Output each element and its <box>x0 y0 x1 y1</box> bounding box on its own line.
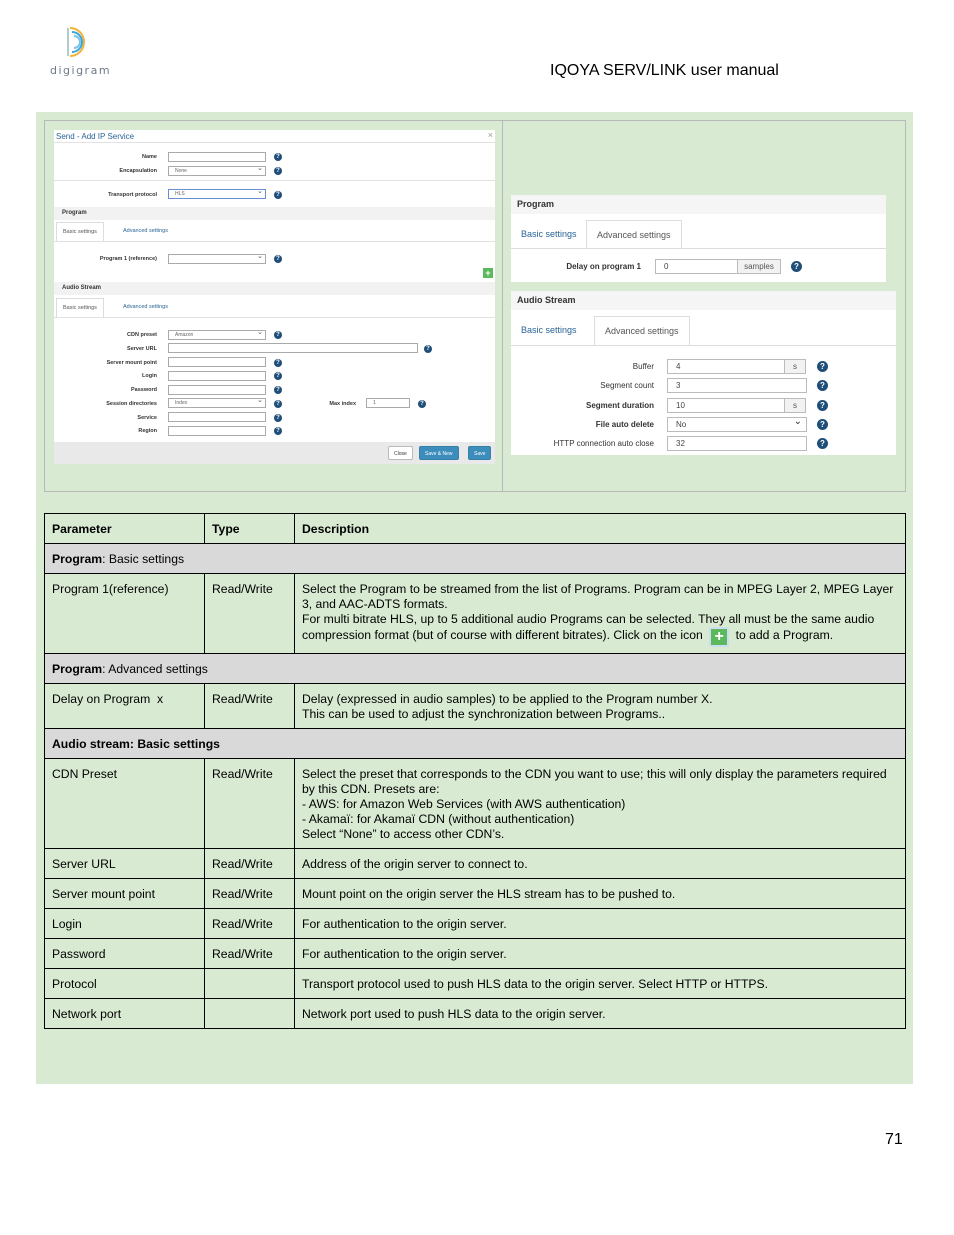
desc-text: Select “None” to access other CDN’s. <box>302 827 505 841</box>
section-title: Program <box>52 552 103 566</box>
section-subtitle: : Advanced settings <box>102 662 208 676</box>
param-cell: Network port <box>45 999 205 1029</box>
desc-text: Delay (expressed in audio samples) to be applied to the Program number X. <box>302 692 713 706</box>
desc-cell <box>295 759 906 849</box>
audio-stream-header: Audio Stream <box>511 291 896 310</box>
program-section-header: Program <box>54 207 495 220</box>
help-icon[interactable]: ? <box>274 167 282 175</box>
document-title: IQOYA SERV/LINK user manual <box>550 62 779 79</box>
buffer-label: Buffer <box>632 362 654 371</box>
service-label: Service <box>137 415 157 421</box>
desc-cell: For authentication to the origin server. <box>295 909 906 939</box>
region-input[interactable] <box>168 426 266 436</box>
help-icon[interactable]: ? <box>274 255 282 263</box>
desc-text: For multi bitrate HLS, up to 5 additional audio Programs can be selected. They all must be the same audio compression format (but of course with different bitrates). Click on the icon <box>302 612 875 642</box>
header-description: Description <box>295 514 906 544</box>
segment-count-label: Segment count <box>600 381 654 390</box>
divider <box>54 142 495 143</box>
section-cell <box>45 654 906 684</box>
divider <box>511 345 896 346</box>
help-icon[interactable]: ? <box>418 400 426 408</box>
desc-text: to add a Program. <box>735 628 834 642</box>
type-cell <box>205 969 295 999</box>
close-button[interactable]: Close <box>388 446 413 460</box>
header-type: Type <box>205 514 295 544</box>
segment-duration-label: Segment duration <box>585 401 654 410</box>
segment-duration-input[interactable]: 10 <box>667 398 785 413</box>
table-row <box>45 939 906 969</box>
name-label: Name <box>142 154 157 160</box>
table-row <box>45 759 906 849</box>
help-icon[interactable]: ? <box>817 438 828 449</box>
divider <box>54 241 495 242</box>
header-parameter: Parameter <box>45 514 205 544</box>
table-row <box>45 574 906 654</box>
close-icon[interactable]: × <box>487 130 493 140</box>
section-row <box>45 729 906 759</box>
param-cell: Server URL <box>45 849 205 879</box>
divider <box>511 248 886 249</box>
cdn-preset-select[interactable]: Amazon ⌄ <box>168 330 266 340</box>
desc-cell: For authentication to the origin server. <box>295 939 906 969</box>
desc-cell <box>295 574 906 654</box>
help-icon[interactable]: ? <box>274 153 282 161</box>
param-cell: Delay on Program x <box>45 684 205 729</box>
add-ip-service-dialog <box>54 130 495 464</box>
cdn-preset-label: CDN preset <box>127 332 157 338</box>
tab-advanced-settings[interactable]: Advanced settings <box>594 316 690 345</box>
max-index-input[interactable]: 1 <box>366 398 410 408</box>
help-icon[interactable]: ? <box>791 261 802 272</box>
save-button[interactable]: Save <box>468 446 491 460</box>
delay-label: Delay on program 1 <box>566 262 641 271</box>
divider <box>54 317 495 318</box>
param-cell: CDN Preset <box>45 759 205 849</box>
type-cell: Read/Write <box>205 759 295 849</box>
section-subtitle: : Basic settings <box>102 552 185 566</box>
region-label: Region <box>138 428 157 434</box>
audio-stream-advanced-panel <box>511 291 896 455</box>
section-title: Audio stream: Basic settings <box>52 737 220 751</box>
screenshots-frame <box>44 120 906 492</box>
desc-cell: Mount point on the origin server the HLS stream has to be pushed to. <box>295 879 906 909</box>
digigram-logo-icon <box>64 24 98 60</box>
type-cell: Read/Write <box>205 909 295 939</box>
add-program-icon[interactable]: + <box>483 268 493 278</box>
dialog-footer <box>54 442 495 464</box>
file-auto-delete-select[interactable]: No ⌄ <box>667 417 807 432</box>
desc-text: This can be used to adjust the synchronization between Programs.. <box>302 707 666 721</box>
login-label: Login <box>142 373 157 379</box>
type-cell: Read/Write <box>205 849 295 879</box>
table-row <box>45 879 906 909</box>
table-row <box>45 684 906 729</box>
type-cell: Read/Write <box>205 574 295 654</box>
server-mount-input[interactable] <box>168 357 266 367</box>
desc-cell <box>295 684 906 729</box>
segment-duration-unit: s <box>784 398 806 413</box>
content-panel <box>36 112 913 1084</box>
help-icon[interactable]: ? <box>274 414 282 422</box>
divider <box>54 180 495 181</box>
table-header-row <box>45 514 906 544</box>
delay-input[interactable]: 0 <box>655 259 739 274</box>
param-cell: Protocol <box>45 969 205 999</box>
buffer-input[interactable]: 4 <box>667 359 785 374</box>
section-cell <box>45 729 906 759</box>
server-url-label: Server URL <box>127 346 157 352</box>
section-title: Program <box>52 662 103 676</box>
audio-stream-section-header: Audio Stream <box>54 282 495 295</box>
buffer-unit: s <box>784 359 806 374</box>
help-icon[interactable]: ? <box>817 361 828 372</box>
max-index-label: Max index <box>329 401 356 407</box>
login-input[interactable] <box>168 371 266 381</box>
transport-protocol-select[interactable]: HLS ⌄ <box>168 189 266 199</box>
desc-cell: Network port used to push HLS data to the origin server. <box>295 999 906 1029</box>
encapsulation-label: Encapsulation <box>119 168 157 174</box>
help-icon[interactable]: ? <box>817 419 828 430</box>
tab-advanced-settings[interactable]: Advanced settings <box>586 220 682 249</box>
help-icon[interactable]: ? <box>274 331 282 339</box>
parameter-table <box>44 513 906 1029</box>
param-cell: Program 1(reference) <box>45 574 205 654</box>
tab-advanced-settings[interactable]: Advanced settings <box>123 228 168 234</box>
digigram-logo <box>46 24 116 78</box>
type-cell: Read/Write <box>205 684 295 729</box>
tab-basic-settings[interactable]: Basic settings <box>56 222 104 241</box>
add-program-icon: + <box>709 627 729 647</box>
http-auto-close-label: HTTP connection auto close <box>553 439 654 448</box>
tab-basic-settings[interactable]: Basic settings <box>521 229 577 239</box>
program1-select[interactable] <box>168 254 266 264</box>
type-cell <box>205 999 295 1029</box>
table-row <box>45 849 906 879</box>
desc-cell: Transport protocol used to push HLS data to the origin server. Select HTTP or HTTPS. <box>295 969 906 999</box>
param-cell: Server mount point <box>45 879 205 909</box>
tab-basic-settings[interactable]: Basic settings <box>521 325 577 335</box>
help-icon[interactable]: ? <box>274 400 282 408</box>
section-cell <box>45 544 906 574</box>
help-icon[interactable]: ? <box>817 380 828 391</box>
desc-text: - Akamaï: for Akamaï CDN (without authentication) <box>302 812 575 826</box>
table-row <box>45 999 906 1029</box>
program-header: Program <box>511 195 886 214</box>
name-input[interactable] <box>168 152 266 162</box>
program-advanced-panel <box>511 195 886 282</box>
help-icon[interactable]: ? <box>274 191 282 199</box>
service-input[interactable] <box>168 412 266 422</box>
server-mount-label: Server mount point <box>106 360 157 366</box>
page-number: 71 <box>885 1131 903 1148</box>
help-icon[interactable]: ? <box>274 386 282 394</box>
section-row <box>45 544 906 574</box>
file-auto-delete-label: File auto delete <box>595 420 654 429</box>
delay-unit: samples <box>737 259 781 274</box>
password-label: Password <box>131 387 157 393</box>
desc-cell: Address of the origin server to connect to. <box>295 849 906 879</box>
program1-label: Program 1 (reference) <box>99 256 157 262</box>
param-cell: Login <box>45 909 205 939</box>
encapsulation-select[interactable]: None ⌄ <box>168 166 266 176</box>
type-cell: Read/Write <box>205 879 295 909</box>
http-auto-close-input[interactable]: 32 <box>667 436 807 451</box>
transport-protocol-label: Transport protocol <box>108 192 157 198</box>
help-icon[interactable]: ? <box>274 427 282 435</box>
table-row <box>45 909 906 939</box>
tab-advanced-settings[interactable]: Advanced settings <box>123 304 168 310</box>
segment-count-input[interactable]: 3 <box>667 378 807 393</box>
logo-text: digigram <box>50 64 112 77</box>
session-directories-label: Session directories <box>106 401 157 407</box>
password-input[interactable] <box>168 385 266 395</box>
desc-text: - AWS: for Amazon Web Services (with AWS authentication) <box>302 797 626 811</box>
session-directories-select[interactable]: Index ⌄ <box>168 398 266 408</box>
section-row <box>45 654 906 684</box>
save-and-new-button[interactable]: Save & New <box>419 446 459 460</box>
param-cell: Password <box>45 939 205 969</box>
server-url-input[interactable] <box>168 343 418 353</box>
desc-text: Select the preset that corresponds to the CDN you want to use; this will only display the parameters required by this CDN. Presets are: <box>302 767 887 796</box>
desc-text: Select the Program to be streamed from the list of Programs. Program can be in MPEG Layer 2, MPEG Layer 3, and AAC-ADTS formats. <box>302 582 894 611</box>
type-cell: Read/Write <box>205 939 295 969</box>
table-row <box>45 969 906 999</box>
tab-basic-settings[interactable]: Basic settings <box>56 298 104 317</box>
help-icon[interactable]: ? <box>817 400 828 411</box>
screenshots-divider <box>502 121 503 491</box>
help-icon[interactable]: ? <box>424 345 432 353</box>
dialog-title: Send - Add IP Service <box>56 132 135 141</box>
help-icon[interactable]: ? <box>274 372 282 380</box>
help-icon[interactable]: ? <box>274 359 282 367</box>
